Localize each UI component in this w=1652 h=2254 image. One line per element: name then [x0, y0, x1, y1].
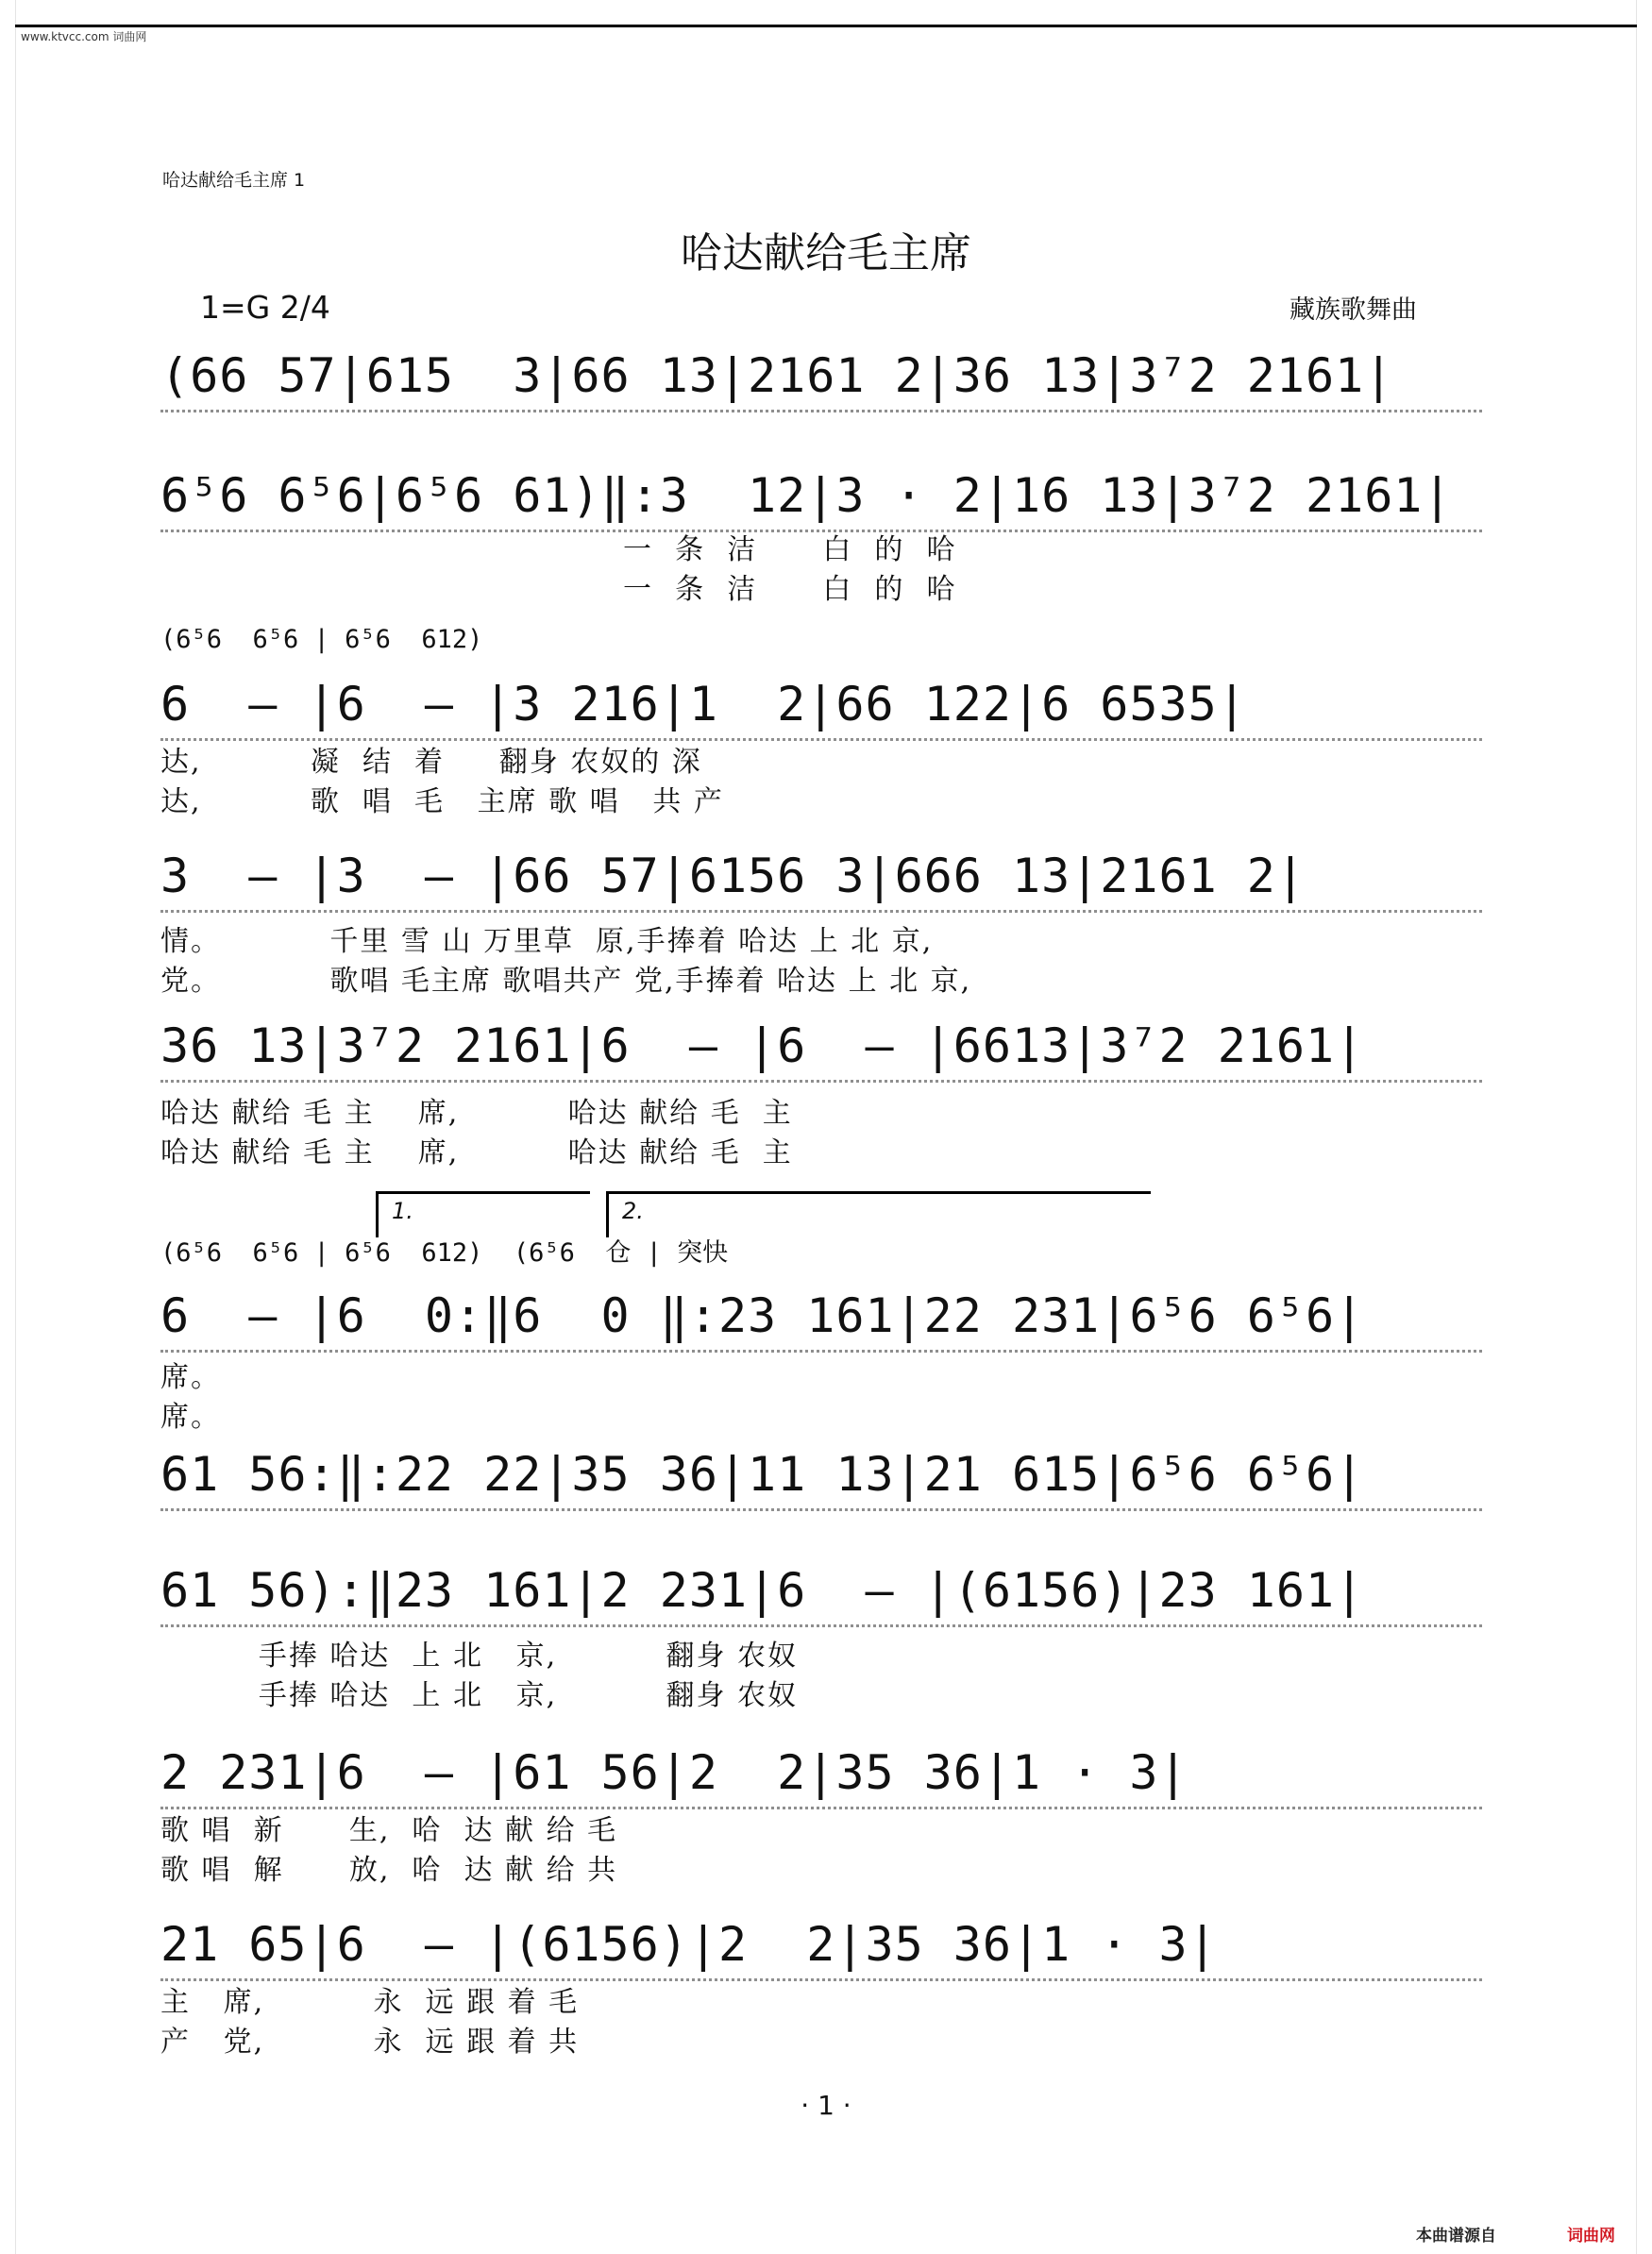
credit-text: 本曲谱源自 — [1416, 2227, 1496, 2246]
notation-line: 61 56):‖23 161|2 231|6 — |(6156)|23 161| — [160, 1563, 1365, 1618]
key-time-signature: 1=G 2/4 — [200, 289, 330, 326]
lyric-verse-1: 情。 千里 雪 山 万里草 原,手捧着 哈达 上 北 京, — [160, 925, 934, 958]
notation-line: 6 — |6 — |3 216|1 2|66 122|6 6535| — [160, 677, 1247, 732]
lyric-verse-2: 手捧 哈达 上 北 京, 翻身 农奴 — [160, 1679, 799, 1712]
intro-cue: (6⁵6 6⁵6 | 6⁵6 612) (6⁵6 仓 | 突快 — [160, 1238, 729, 1268]
notation-line: 6 — |6 0:‖6 0 ‖:23 161|22 231|6⁵6 6⁵6| — [160, 1288, 1365, 1343]
lyric-verse-2: 席。 — [160, 1401, 221, 1434]
credit-brand-link[interactable]: 词曲网 — [1567, 2227, 1615, 2246]
notation-line: 2 231|6 — |61 56|2 2|35 36|1 · 3| — [160, 1745, 1188, 1800]
notation-line: 3 — |3 — |66 57|6156 3|666 13|2161 2| — [160, 849, 1306, 903]
site-url: www.ktvcc.com 词曲网 — [21, 30, 147, 43]
lyric-verse-1: 主 席, 永 远 跟 着 毛 — [160, 1986, 580, 2019]
lyric-verse-2: 达, 歌 唱 毛 主席 歌 唱 共 产 — [160, 785, 724, 818]
header-rule — [15, 25, 1637, 27]
right-margin-strip — [1636, 0, 1652, 2254]
lyric-verse-2: 产 党, 永 远 跟 着 共 — [160, 2026, 580, 2059]
running-title: 哈达献给毛主席 1 — [162, 170, 306, 191]
lyric-verse-1: 席。 — [160, 1361, 221, 1394]
underline-marks — [160, 410, 1482, 454]
page-number: · 1 · — [801, 2090, 851, 2121]
lyric-verse-1: 达, 凝 结 着 翻身 农奴的 深 — [160, 746, 702, 779]
notation-line: 61 56:‖:22 22|35 36|11 13|21 615|6⁵6 6⁵6| — [160, 1447, 1365, 1502]
lyric-verse-2: 党。 歌唱 毛主席 歌唱共产 党,手捧着 哈达 上 北 京, — [160, 965, 972, 998]
lyric-verse-2: 哈达 献给 毛 主 席, 哈达 献给 毛 主 — [160, 1136, 793, 1169]
volta-first-ending: 1. — [376, 1191, 590, 1237]
notation-line: (66 57|615 3|66 13|2161 2|36 13|3⁷2 2161| — [160, 348, 1394, 403]
notation-line: 21 65|6 — |(6156)|2 2|35 36|1 · 3| — [160, 1917, 1218, 1972]
underline-marks — [160, 1508, 1482, 1553]
lyric-verse-1: 一 条 洁 白 的 哈 — [623, 533, 957, 566]
intro-cue: (6⁵6 6⁵6 | 6⁵6 612) — [160, 625, 483, 654]
volta-second-ending: 2. — [606, 1191, 1151, 1237]
notation-line: 6⁵6 6⁵6|6⁵6 61)‖:3 12|3 · 2|16 13|3⁷2 2161| — [160, 468, 1453, 523]
lyric-verse-1: 歌 唱 新 生, 哈 达 献 给 毛 — [160, 1814, 618, 1847]
lyric-verse-1: 手捧 哈达 上 北 京, 翻身 农奴 — [160, 1640, 799, 1673]
lyric-verse-2: 一 条 洁 白 的 哈 — [623, 573, 957, 606]
lyric-verse-2: 歌 唱 解 放, 哈 达 献 给 共 — [160, 1854, 618, 1887]
song-genre: 藏族歌舞曲 — [1290, 295, 1417, 325]
song-title: 哈达献给毛主席 — [681, 229, 971, 278]
lyric-verse-1: 哈达 献给 毛 主 席, 哈达 献给 毛 主 — [160, 1097, 793, 1130]
notation-line: 36 13|3⁷2 2161|6 — |6 — |6613|3⁷2 2161| — [160, 1018, 1365, 1073]
left-margin-strip — [0, 0, 16, 2254]
